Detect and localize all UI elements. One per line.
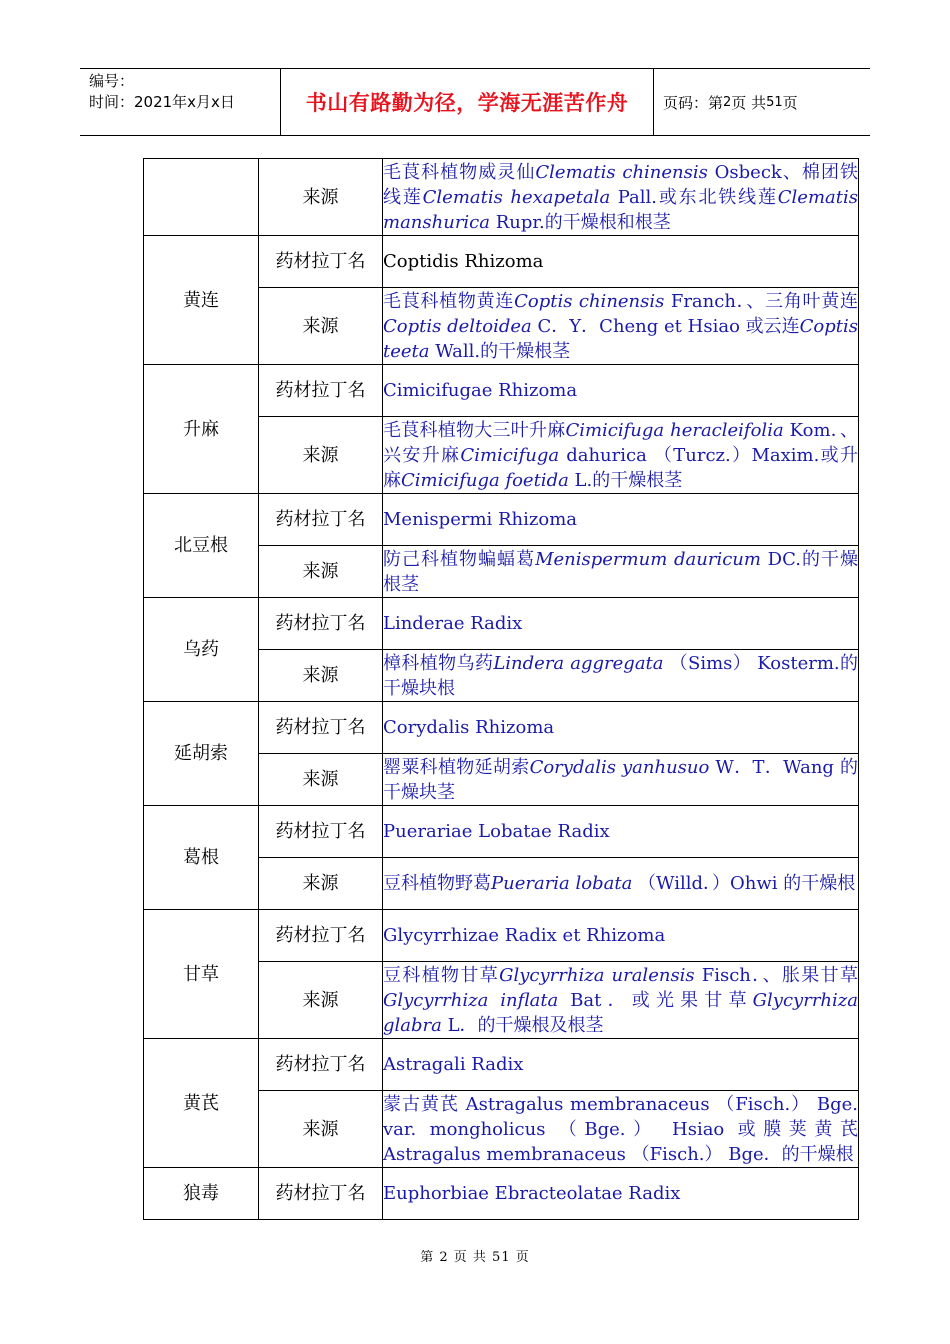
table-row	[144, 806, 859, 858]
herb-name: 黄连	[144, 236, 259, 365]
latin-label: 药材拉丁名	[259, 236, 383, 288]
header-page-indicator	[654, 69, 870, 135]
source-label: 来源	[259, 962, 383, 1039]
page-total: 51	[766, 94, 783, 110]
source-value: 毛茛科植物大三叶升麻Cimicifuga heracleifolia Kom．、兴安升麻Cimicifuga dahurica （Turcz.）Maxim.或升麻Cimicifuga foetida L.的干燥根茎	[383, 417, 859, 494]
latin-label: 药材拉丁名	[259, 1168, 383, 1220]
latin-value: Astragali Radix	[383, 1039, 859, 1091]
table-row	[144, 1168, 859, 1220]
source-label: 来源	[259, 417, 383, 494]
header-meta	[80, 69, 281, 135]
source-value: 防己科植物蝙蝠葛Menispermum dauricum DC.的干燥根茎	[383, 546, 859, 598]
herb-name: 北豆根	[144, 494, 259, 598]
latin-label: 药材拉丁名	[259, 494, 383, 546]
herb-name: 黄芪	[144, 1039, 259, 1168]
source-value: 豆科植物甘草Glycyrrhiza uralensis Fisch．、胀果甘草Glycyrrhiza inflata Bat．或光果甘草Glycyrrhiza glabra L．的干燥根及根茎	[383, 962, 859, 1039]
latin-label: 药材拉丁名	[259, 365, 383, 417]
latin-value: Euphorbiae Ebracteolatae Radix	[383, 1168, 859, 1220]
source-value: 毛茛科植物黄连Coptis chinensis Franch．、三角叶黄连Coptis deltoidea C．Y．Cheng et Hsiao 或云连Coptis teeta Wall.的干燥根茎	[383, 288, 859, 365]
source-value: 蒙古黄芪 Astragalus membranaceus （Fisch.） Bge. var. mongholicus （Bge.） Hsiao 或膜荚黄芪 Astragalus membranaceus （Fisch.） Bge．的干燥根	[383, 1091, 859, 1168]
table-row	[144, 236, 859, 288]
table-row	[144, 494, 859, 546]
table-row	[144, 598, 859, 650]
source-value: 毛茛科植物威灵仙Clematis chinensis Osbeck、棉团铁线莲Clematis hexapetala Pall.或东北铁线莲Clematis manshurica Rupr.的干燥根和根茎	[383, 159, 859, 236]
table-row	[144, 702, 859, 754]
herb-name: 延胡索	[144, 702, 259, 806]
latin-value: Corydalis Rhizoma	[383, 702, 859, 754]
latin-value: Coptidis Rhizoma	[383, 236, 859, 288]
latin-label: 药材拉丁名	[259, 910, 383, 962]
header-motto: 书山有路勤为径，学海无涯苦作舟	[281, 69, 654, 135]
source-value: 罂粟科植物延胡索Corydalis yanhusuo W．T．Wang 的干燥块茎	[383, 754, 859, 806]
latin-value: Linderae Radix	[383, 598, 859, 650]
source-label: 来源	[259, 546, 383, 598]
time-label: 时间：2021年x月x日	[89, 93, 235, 111]
table-row	[144, 1039, 859, 1091]
herb-name: 狼毒	[144, 1168, 259, 1220]
source-label: 来源	[259, 288, 383, 365]
source-label: 来源	[259, 159, 383, 236]
page-suffix: 页	[782, 93, 798, 112]
source-value: 豆科植物野葛Pueraria lobata （Willd．）Ohwi 的干燥根	[383, 858, 859, 910]
latin-label: 药材拉丁名	[259, 598, 383, 650]
serial-label: 编号：	[89, 72, 135, 90]
page-mid: 页 共	[731, 93, 767, 112]
source-value: 樟科植物乌药Lindera aggregata （Sims） Kosterm.的干燥块根	[383, 650, 859, 702]
page-number: 2	[723, 94, 732, 110]
herb-name: 乌药	[144, 598, 259, 702]
table-row	[144, 159, 859, 236]
page-prefix: 页码：第	[663, 93, 724, 112]
herb-name: 甘草	[144, 910, 259, 1039]
source-label: 来源	[259, 858, 383, 910]
latin-label: 药材拉丁名	[259, 702, 383, 754]
table-row	[144, 910, 859, 962]
source-label: 来源	[259, 754, 383, 806]
latin-value: Puerariae Lobatae Radix	[383, 806, 859, 858]
latin-label: 药材拉丁名	[259, 1039, 383, 1091]
source-label: 来源	[259, 1091, 383, 1168]
herb-table	[143, 158, 859, 1220]
page-footer: 第 2 页 共 51 页	[420, 1250, 530, 1265]
page-header	[80, 68, 870, 136]
table-row	[144, 365, 859, 417]
herb-name: 葛根	[144, 806, 259, 910]
source-label: 来源	[259, 650, 383, 702]
latin-label: 药材拉丁名	[259, 806, 383, 858]
latin-value: Glycyrrhizae Radix et Rhizoma	[383, 910, 859, 962]
herb-name-cell	[144, 159, 259, 236]
latin-value: Cimicifugae Rhizoma	[383, 365, 859, 417]
herb-name: 升麻	[144, 365, 259, 494]
latin-value: Menispermi Rhizoma	[383, 494, 859, 546]
